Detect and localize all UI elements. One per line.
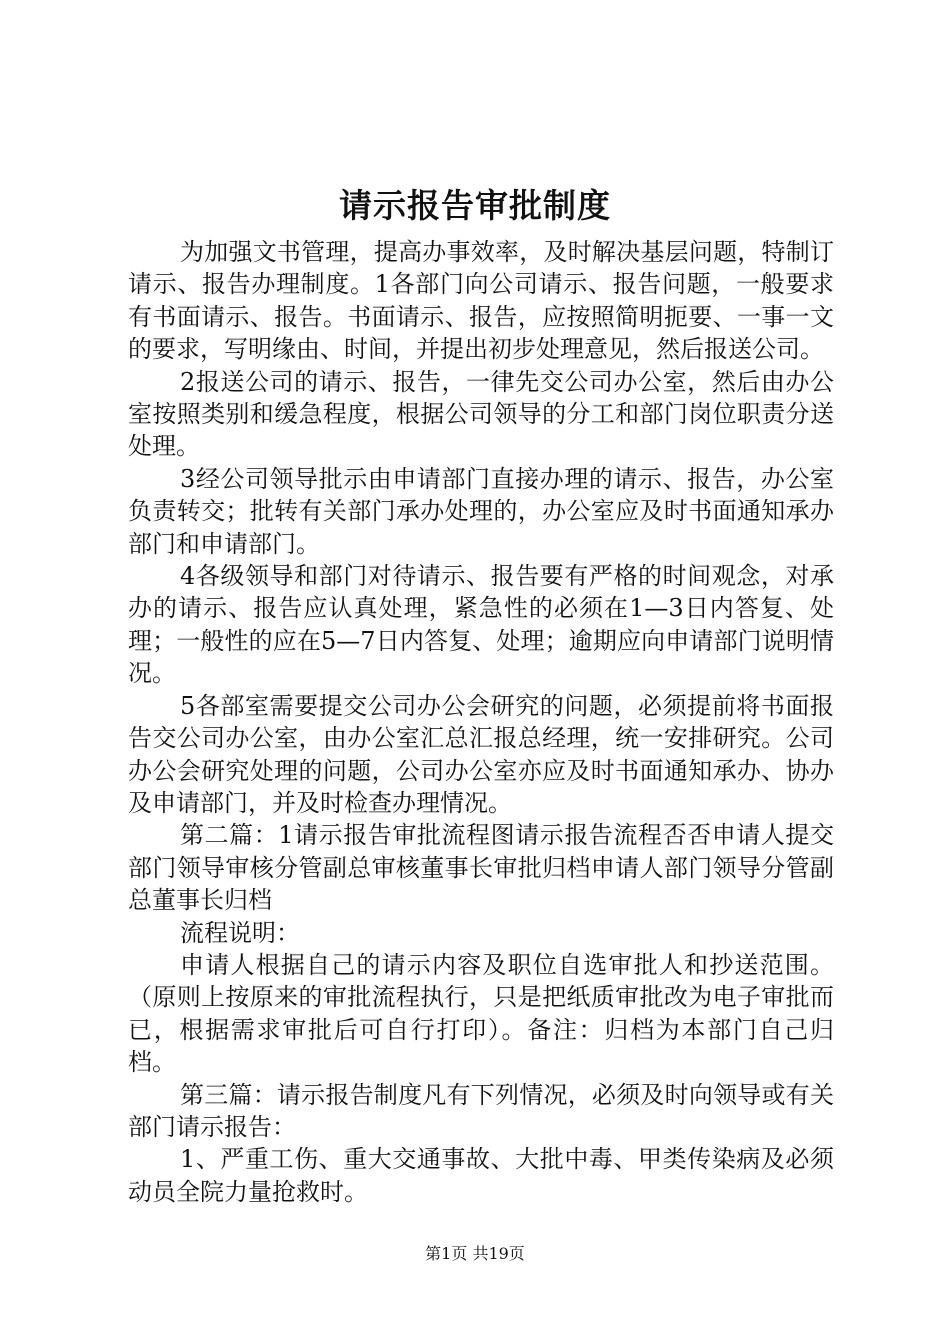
document-body [128,236,834,1208]
paragraph-2: 2报送公司的请示、报告，一律先交公司办公室，然后由办公室按照类别和缓急程度，根据公司领导的分工和部门岗位职责分送处理。 [128,367,834,461]
document-title: 请示报告审批制度 [339,186,611,225]
paragraph-4: 4各级领导和部门对待请示、报告要有严格的时间观念，对承办的请示、报告应认真处理，紧急性的必须在1—3日内答复、处理；一般性的应在5—7日内答复、处理；逾期应向申请部门说明情况。 [128,562,834,688]
paragraph-7: 流程说明： [180,918,300,947]
paragraph-6: 第二篇：1请示报告审批流程图请示报告流程否否申请人提交部门领导审核分管副总审核董事长审批归档申请人部门领导分管副总董事长归档 [128,821,834,915]
paragraph-3: 3经公司领导批示由申请部门直接办理的请示、报告，办公室负责转交；批转有关部门承办处理的，办公室应及时书面通知承办部门和申请部门。 [128,464,834,558]
paragraph-8: 申请人根据自己的请示内容及职位自选审批人和抄送范围。（原则上按原来的审批流程执行，只是把纸质审批改为电子审批而已，根据需求审批后可自行打印）。备注：归档为本部门自己归档。 [128,950,834,1077]
paragraph-1: 为加强文书管理，提高办事效率，及时解决基层问题，特制订请示、报告办理制度。1各部门向公司请示、报告问题，一般要求有书面请示、报告。书面请示、报告，应按照简明扼要、一事一文的要求，写明缘由、时间，并提出初步处理意见，然后报送公司。 [128,238,834,364]
paragraph-5: 5各部室需要提交公司办公会研究的问题，必须提前将书面报告交公司办公室，由办公室汇总汇报总经理，统一安排研究。公司办公会研究处理的问题，公司办公室亦应及时书面通知承办、协办及申请部门，并及时检查办理情况。 [128,691,834,817]
page-number-footer: 第1页 共19页 [425,1244,525,1263]
paragraph-9: 第三篇：请示报告制度凡有下列情况，必须及时向领导或有关部门请示报告： [128,1080,834,1141]
paragraph-10: 1、严重工伤、重大交通事故、大批中毒、甲类传染病及必须动员全院力量抢救时。 [128,1145,834,1206]
